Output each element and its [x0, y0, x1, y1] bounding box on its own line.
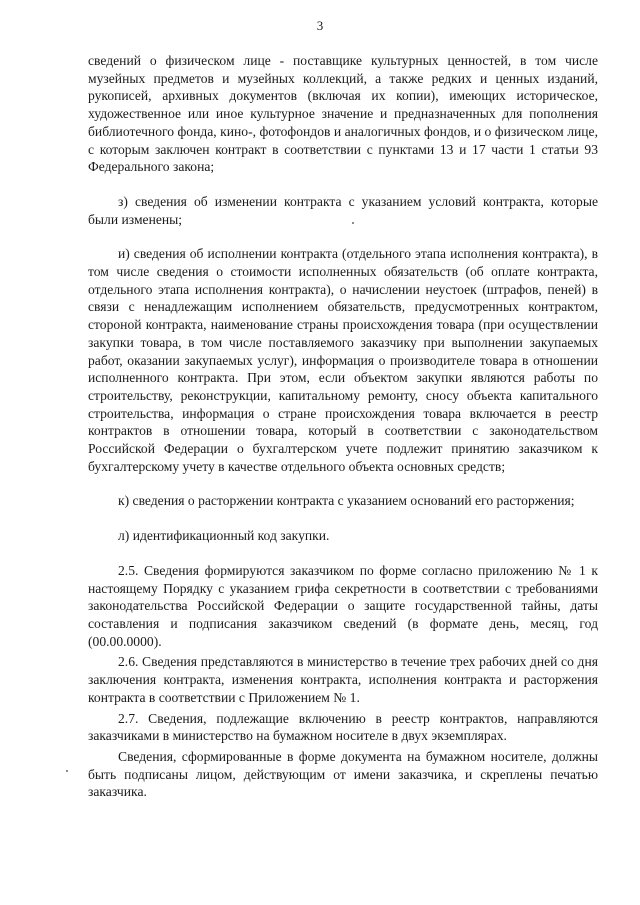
paragraph-item-k: к) сведения о расторжении контракта с указанием оснований его расторжения; [118, 493, 575, 509]
scan-speck [66, 770, 68, 772]
paragraph-2-5: 2.5. Сведения формируются заказчиком по форме согласно приложению № 1 к настоящему Порядку с указанием грифа секретности в соответствии с требованиями законодательства Российской Федерации о защите государственной тайны, даты составления и подписания заказчиком сведений (в формате день, месяц, год (00.00.0000). [88, 562, 598, 649]
paragraph-2-6: 2.6. Сведения представляются в министерство в течение трех рабочих дней со дня заключения контракта, изменения контракта, исполнения контракта и расторжения контракта в соответствии с Приложением № 1. [88, 654, 598, 705]
paragraph-signature-requirement: Сведения, сформированные в форме документа на бумажном носителе, должны быть подписаны лицом, действующим от имени заказчика, и скреплены печатью заказчика. [88, 748, 598, 800]
page-number: 3 [316, 18, 324, 33]
paragraph-item-z: з) сведения об изменении контракта с указанием условий контракта, которые были изменены; [88, 193, 598, 227]
paragraph-2-7: 2.7. Сведения, подлежащие включению в реестр контрактов, направляются заказчиками в министерство на бумажном носителе в двух экземплярах. [88, 710, 598, 744]
paragraph-item-l: л) идентификационный код закупки. [118, 528, 330, 544]
scan-speck [352, 222, 354, 224]
paragraph-continuation: сведений о физическом лице - поставщике культурных ценностей, в том числе музейных предметов и музейных коллекций, а также редких и ценных изданий, рукописей, архивных документов (включая их копии), имеющих историческое, художественное или иное культурное значение и предназначенных для пополнения библиотечного фонда, кино-, фотофондов и аналогичных фондов, и о физическом лице, с которым заключен контракт в соответствии с пунктами 13 и 17 части 1 статьи 93 Федерального закона; [88, 53, 598, 175]
document-body [88, 52, 598, 801]
paragraph-item-i: и) сведения об исполнении контракта (отдельного этапа исполнения контракта), в том числе сведения о стоимости исполненных обязательств (об оплате контракта, отдельного этапа исполнения контракта), о начислении неустоек (штрафов, пеней) в связи с ненадлежащим исполнением обязательств, предусмотренных контрактом, стороной контракта, наименование страны происхождения товара (при осуществлении закупки товара, в том числе поставляемого заказчику при выполнении закупаемых работ, оказании закупаемых услуг), информация о производителе товара в отношении исполненного контракта. При этом, если объектом закупки являются работы по строительству, реконструкции, капитальному ремонту, сносу объекта капитального строительства, информация о стране происхождения товара включается в реестр контрактов в отношении товара, который в соответствии с законодательством Российской Федерации о бухгалтерском учете подлежит принятию заказчиком к бухгалтерскому учету в качестве отдельного объекта основных средств; [88, 246, 598, 474]
